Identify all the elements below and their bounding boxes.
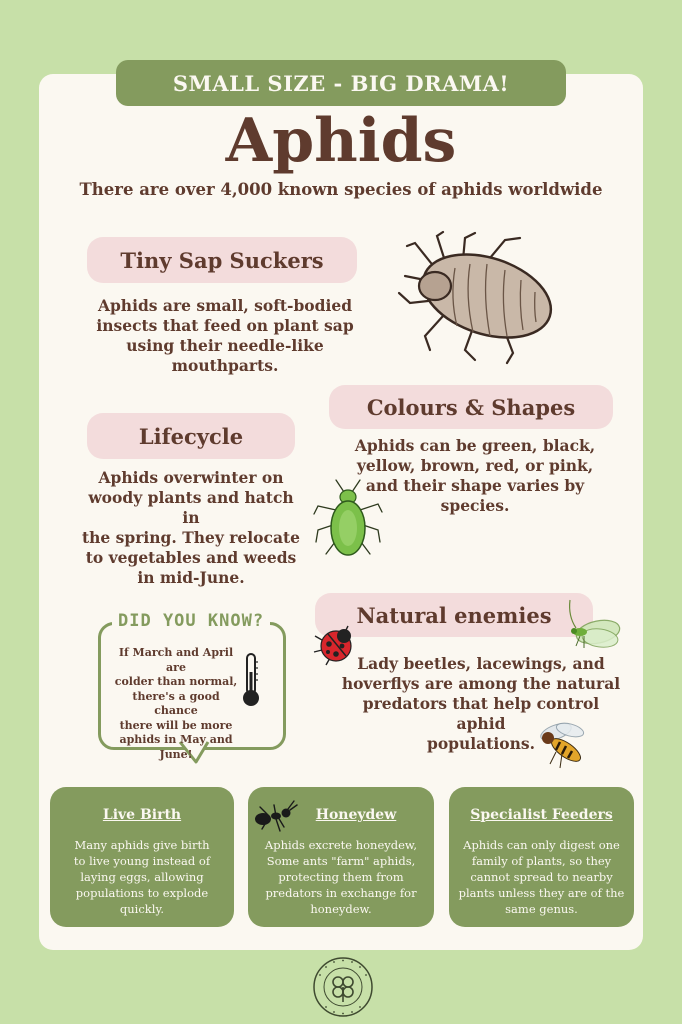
card-line: populations to explode xyxy=(75,886,209,900)
card-honeydew xyxy=(248,787,434,927)
card-line: Aphids can only digest one xyxy=(463,838,620,852)
colours-heading-pill xyxy=(329,385,613,429)
card-line: protecting them from xyxy=(278,870,404,884)
did-you-know-text xyxy=(110,646,242,762)
enemies-line: hoverflys are among the natural xyxy=(341,674,621,693)
did-you-know-title: DID YOU KNOW? xyxy=(112,611,270,631)
lifecycle-line: Aphids overwinter on xyxy=(98,468,284,487)
card-line: honeydew. xyxy=(310,902,372,916)
dyk-line: there will be more xyxy=(119,718,233,732)
ant-icon xyxy=(254,799,298,833)
card-line: Aphids excrete honeydew, xyxy=(264,838,418,852)
dyk-line: there's a good chance xyxy=(132,689,220,717)
colours-line: yellow, brown, red, or pink, xyxy=(356,456,594,475)
card-text xyxy=(457,837,626,917)
lacewing-icon xyxy=(562,598,624,660)
card-line: quickly. xyxy=(119,902,165,916)
enemies-line: Lady beetles, lacewings, and xyxy=(357,654,605,673)
card-line: predators in exchange for xyxy=(265,886,417,900)
card-text xyxy=(64,837,220,917)
aphid-illustration-icon xyxy=(395,228,565,368)
sap-text xyxy=(90,296,360,376)
sap-line: mouthparts. xyxy=(171,356,279,375)
dyk-line: colder than normal, xyxy=(114,675,238,688)
colours-line: species. xyxy=(440,496,510,515)
card-line: plants unless they are of the xyxy=(458,886,625,900)
lifecycle-line: the spring. They relocate xyxy=(81,528,301,547)
hoverfly-icon xyxy=(532,718,594,774)
dyk-line: If March and April are xyxy=(118,646,234,674)
lifecycle-heading: Lifecycle xyxy=(138,423,244,449)
lifecycle-heading-pill xyxy=(87,413,295,459)
card-line: Some ants "farm" aphids, xyxy=(266,854,416,868)
lifecycle-line: to vegetables and weeds xyxy=(85,548,297,567)
page-title: Aphids xyxy=(225,106,457,176)
sap-line: using their needle-like xyxy=(126,336,324,355)
dyk-line: June! xyxy=(159,747,193,761)
colours-heading: Colours & Shapes xyxy=(366,394,576,420)
card-line: laying eggs, allowing xyxy=(80,870,204,884)
enemies-line: populations. xyxy=(427,734,535,753)
card-text xyxy=(262,837,420,917)
green-aphid-icon xyxy=(314,480,384,562)
card-line: same genus. xyxy=(505,902,578,916)
sap-heading-pill xyxy=(87,237,357,283)
card-line: Many aphids give birth xyxy=(74,838,210,852)
card-line: family of plants, so they xyxy=(471,854,612,868)
sap-line: insects that feed on plant sap xyxy=(96,316,354,335)
card-specialist-feeders xyxy=(449,787,634,927)
card-title: Specialist Feeders xyxy=(470,807,613,823)
logo-emblem-icon xyxy=(312,956,374,1018)
lifecycle-text xyxy=(78,468,304,588)
top-banner: SMALL SIZE - BIG DRAMA! xyxy=(116,60,566,106)
colours-line: Aphids can be green, black, xyxy=(354,436,596,455)
sap-line: Aphids are small, soft-bodied xyxy=(97,296,353,315)
lifecycle-line: woody plants and hatch in xyxy=(88,488,294,527)
ladybug-icon xyxy=(314,624,356,666)
card-line: to live young instead of xyxy=(73,854,211,868)
card-line: cannot spread to nearby xyxy=(470,870,613,884)
enemies-heading: Natural enemies xyxy=(356,602,552,628)
colours-line: and their shape varies by xyxy=(365,476,585,495)
card-live-birth xyxy=(50,787,234,927)
thermometer-icon xyxy=(240,652,262,708)
sap-heading: Tiny Sap Suckers xyxy=(120,247,324,273)
card-title: Honeydew xyxy=(315,807,397,823)
dyk-line: aphids in May and xyxy=(119,733,233,746)
enemies-heading-pill xyxy=(315,593,593,637)
enemies-line: predators that help control aphid xyxy=(362,694,600,733)
card-title: Live Birth xyxy=(102,807,182,823)
lifecycle-line: in mid-June. xyxy=(137,568,245,587)
page-subtitle: There are over 4,000 known species of aphids worldwide xyxy=(79,180,603,199)
